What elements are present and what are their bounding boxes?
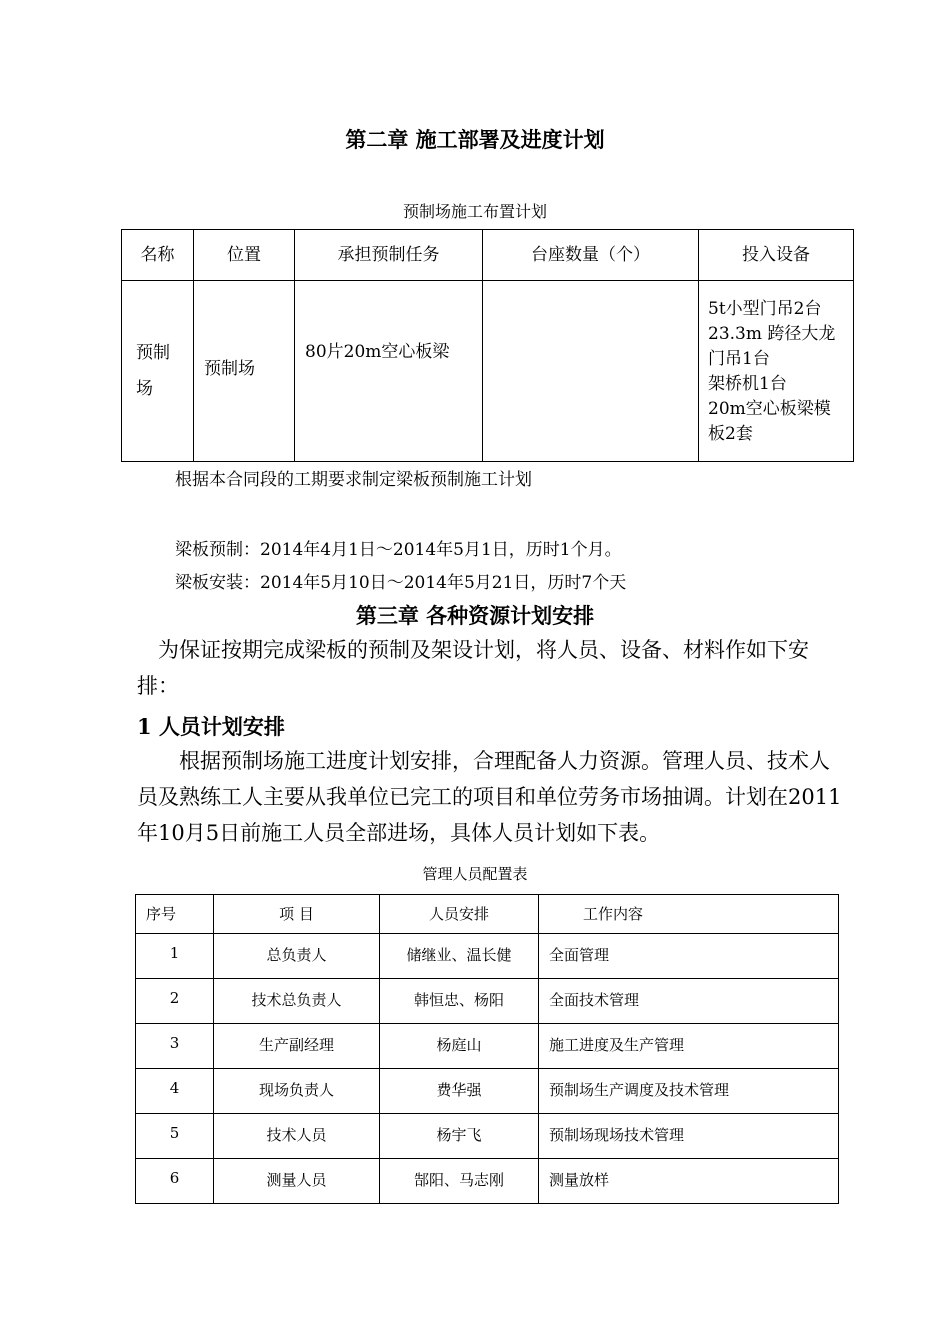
table1-caption: 预制场施工布置计划 — [402, 202, 547, 221]
row-index: 6 — [136, 1159, 214, 1204]
table-row — [136, 1069, 839, 1114]
row-duty: 全面管理 — [539, 934, 839, 979]
row-item: 总负责人 — [214, 934, 380, 979]
row-item: 现场负责人 — [214, 1069, 380, 1114]
table2-header-cell: 序号 — [136, 895, 214, 934]
row-staff: 韩恒忠、杨阳 — [380, 979, 539, 1024]
row-item: 技术总负责人 — [214, 979, 380, 1024]
precast-yard-table — [121, 229, 854, 462]
row-staff: 杨宇飞 — [380, 1114, 539, 1159]
table1-location-cell: 预制场 — [194, 281, 295, 462]
table1-data-row — [122, 281, 854, 462]
table-row — [136, 1114, 839, 1159]
table-row — [136, 1024, 839, 1069]
schedule-precast: 梁板预制：2014年4月1日～2014年5月1日，历时1个月。 — [175, 540, 622, 560]
row-item: 技术人员 — [214, 1114, 380, 1159]
row-staff: 杨庭山 — [380, 1024, 539, 1069]
row-staff: 郜阳、马志刚 — [380, 1159, 539, 1204]
chapter3-title: 第三章 各种资源计划安排 — [355, 603, 595, 628]
table1-equipment-cell — [699, 281, 854, 462]
equipment-item: 20m空心板梁模板2套 — [708, 399, 831, 444]
table1-count-cell — [483, 281, 699, 462]
staff-table — [135, 894, 839, 1204]
table1-name-cell: 预制场 — [122, 281, 194, 462]
table-row — [136, 1159, 839, 1204]
equipment-item: 架桥机1台 — [708, 374, 787, 394]
table2-header-row — [136, 895, 839, 934]
table2-header-cell: 人员安排 — [380, 895, 539, 934]
table1-header-cell: 位置 — [194, 230, 295, 281]
row-item: 生产副经理 — [214, 1024, 380, 1069]
table2-header-cell: 工作内容 — [539, 895, 839, 934]
table1-header-cell: 投入设备 — [699, 230, 854, 281]
row-staff: 储继业、温长健 — [380, 934, 539, 979]
schedule-install: 梁板安装：2014年5月10日～2014年5月21日，历时7个天 — [175, 573, 627, 593]
row-duty: 测量放样 — [539, 1159, 839, 1204]
row-duty: 预制场现场技术管理 — [539, 1114, 839, 1159]
table1-header-cell: 名称 — [122, 230, 194, 281]
table-row — [136, 934, 839, 979]
chapter3-intro: 为保证按期完成梁板的预制及架设计划，将人员、设备、材料作如下安排： — [137, 638, 809, 698]
row-duty: 预制场生产调度及技术管理 — [539, 1069, 839, 1114]
table1-task-cell: 80片20m空心板梁 — [295, 281, 483, 462]
table-row — [136, 979, 839, 1024]
row-index: 3 — [136, 1024, 214, 1069]
row-index: 5 — [136, 1114, 214, 1159]
section1-title: 1 人员计划安排 — [137, 714, 285, 739]
table1-header-cell: 台座数量（个） — [483, 230, 699, 281]
row-duty: 施工进度及生产管理 — [539, 1024, 839, 1069]
row-staff: 费华强 — [380, 1069, 539, 1114]
plan-note: 根据本合同段的工期要求制定梁板预制施工计划 — [175, 470, 532, 490]
equipment-item: 5t小型门吊2台 — [708, 299, 822, 319]
chapter2-title: 第二章 施工部署及进度计划 — [345, 127, 605, 152]
equipment-item: 23.3m 跨径大龙门吊1台 — [708, 324, 836, 369]
section1-text: 根据预制场施工进度计划安排，合理配备人力资源。管理人员、技术人员及熟练工人主要从我单位已完工的项目和单位劳务市场抽调。计划在2011年10月5日前施工人员全部进场，具体人员计划如下表。 — [137, 749, 842, 845]
row-index: 1 — [136, 934, 214, 979]
row-duty: 全面技术管理 — [539, 979, 839, 1024]
table1-header-row — [122, 230, 854, 281]
row-index: 2 — [136, 979, 214, 1024]
row-item: 测量人员 — [214, 1159, 380, 1204]
table2-header-cell: 项 目 — [214, 895, 380, 934]
table2-caption: 管理人员配置表 — [422, 865, 528, 883]
table1-header-cell: 承担预制任务 — [295, 230, 483, 281]
row-index: 4 — [136, 1069, 214, 1114]
